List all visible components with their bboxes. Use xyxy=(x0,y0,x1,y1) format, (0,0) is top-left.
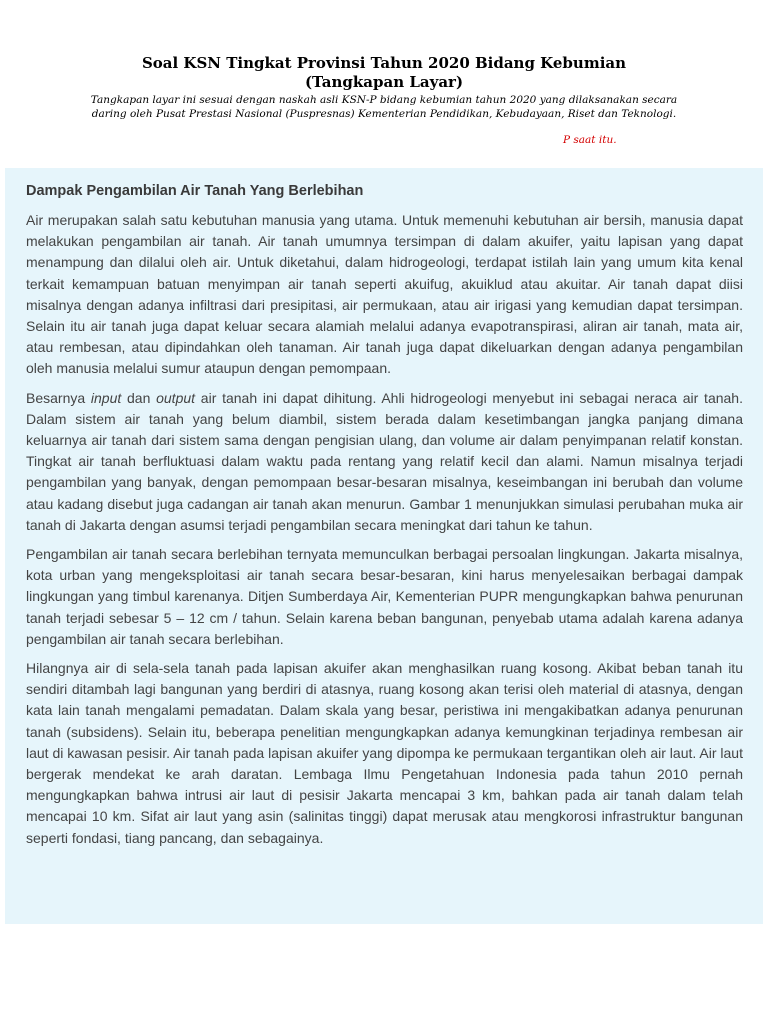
subtitle-line-1: Tangkapan layar ini sesuai dengan naskah asli KSN-P bidang kebumian tahun 2020 yang dilaksanakan secara xyxy=(90,94,678,106)
article-title: Dampak Pengambilan Air Tanah Yang Berlebihan xyxy=(26,183,364,199)
paragraph-2-part-b: dan xyxy=(121,389,157,406)
subtitle-line-2: daring oleh Pusat Prestasi Nasional (Puspresnas) Kementerian Pendidikan, Kebudayaan, Riset dan Teknologi. xyxy=(91,108,677,120)
document-header xyxy=(0,54,768,121)
article-panel xyxy=(5,168,763,924)
red-note: P saat itu. xyxy=(563,134,617,146)
paragraph-2 xyxy=(26,388,743,536)
paragraph-2-part-c: air tanah ini dapat dihitung. Ahli hidrogeologi menyebut ini sebagai neraca air tanah. Dalam sistem air tanah yang belum diambil, sistem berada dalam kesetimbangan jangka panjang dimana keluarnya air tanah dari sistem sama dengan pengisian ulang, dan volume air dalam penyimpanan relatif konstan. Tingkat air tanah berfluktuasi dalam waktu pada rentang yang relatif kecil dan alami. Namun misalnya terjadi pengambilan yang banyak, dengan pemompaan besar-besaran misalnya, keseimbangan ini berubah dan volume atau kadang disebut juga cadangan air tanah akan menurun. Gambar 1 menunjukkan simulasi perubahan muka air tanah di Jakarta dengan asumsi terjadi pengambilan secara meningkat dari tahun ke tahun. xyxy=(26,389,743,533)
paragraph-2-output-term: output xyxy=(156,389,196,406)
title-line-2: (Tangkapan Layar) xyxy=(304,73,464,91)
document-subtitle xyxy=(0,93,768,121)
document-title xyxy=(0,54,768,92)
title-line-1: Soal KSN Tingkat Provinsi Tahun 2020 Bidang Kebumian xyxy=(141,54,627,72)
paragraph-1: Air merupakan salah satu kebutuhan manusia yang utama. Untuk memenuhi kebutuhan air bersih, manusia dapat melakukan pengambilan air tanah. Air tanah umumnya tersimpan di dalam akuifer, yaitu lapisan yang dapat menampung dan dilalui oleh air. Untuk diketahui, dalam hidrogeologi, terdapat istilah lain yang umum kita kenal terkait kemampuan batuan menyimpan air tanah seperti akuifug, akuiklud atau akuitar. Air tanah dapat diisi misalnya dengan adanya infiltrasi dari presipitasi, air permukaan, atau air irigasi yang kemudian dapat tersimpan. Selain itu air tanah juga dapat keluar secara alamiah melalui adanya evapotranspirasi, aliran air tanah, mata air, atau rembesan, atau dipindahkan oleh tanaman. Air tanah juga dapat dikeluarkan dengan adanya pengambilan oleh manusia melalui sumur ataupun dengan pemompaan. xyxy=(26,212,743,377)
paragraph-2-input-term: input xyxy=(90,389,122,406)
paragraph-4: Hilangnya air di sela-sela tanah pada lapisan akuifer akan menghasilkan ruang kosong. Akibat beban tanah itu sendiri ditambah lagi bangunan yang berdiri di atasnya, ruang kosong akan terisi oleh material di atasnya, dengan kata lain tanah mengalami pemadatan. Dalam skala yang besar, peristiwa ini mengakibatkan adanya penurunan tanah (subsidens). Selain itu, beberapa penelitian mengungkapkan adanya kemungkinan terjadinya rembesan air laut di kawasan pesisir. Air tanah pada lapisan akuifer yang dipompa ke permukaan tergantikan oleh air laut. Air laut bergerak mendekat ke arah daratan. Lembaga Ilmu Pengetahuan Indonesia pada tahun 2010 pernah mengungkapkan bahwa intrusi air laut di pesisir Jakarta mencapai 3 km, bahkan pada air tanah dalam telah mencapai 10 km. Sifat air laut yang asin (salinitas tinggi) dapat merusak atau mengkorosi infrastruktur bangunan seperti fondasi, tiang pancang, dan sebagainya. xyxy=(26,660,743,846)
paragraph-3: Pengambilan air tanah secara berlebihan ternyata memunculkan berbagai persoalan lingkungan. Jakarta misalnya, kota urban yang mengeksploitasi air tanah secara besar-besaran, kini harus menyelesaikan berbagai dampak lingkungan yang timbul karenanya. Ditjen Sumberdaya Air, Kementerian PUPR mengungkapkan bahwa penurunan tanah terjadi sebesar 5 – 12 cm / tahun. Selain karena beban bangunan, penyebab utama adalah karena adanya pengambilan air tanah secara berlebihan. xyxy=(26,546,743,647)
paragraph-2-part-a: Besarnya xyxy=(26,389,91,406)
